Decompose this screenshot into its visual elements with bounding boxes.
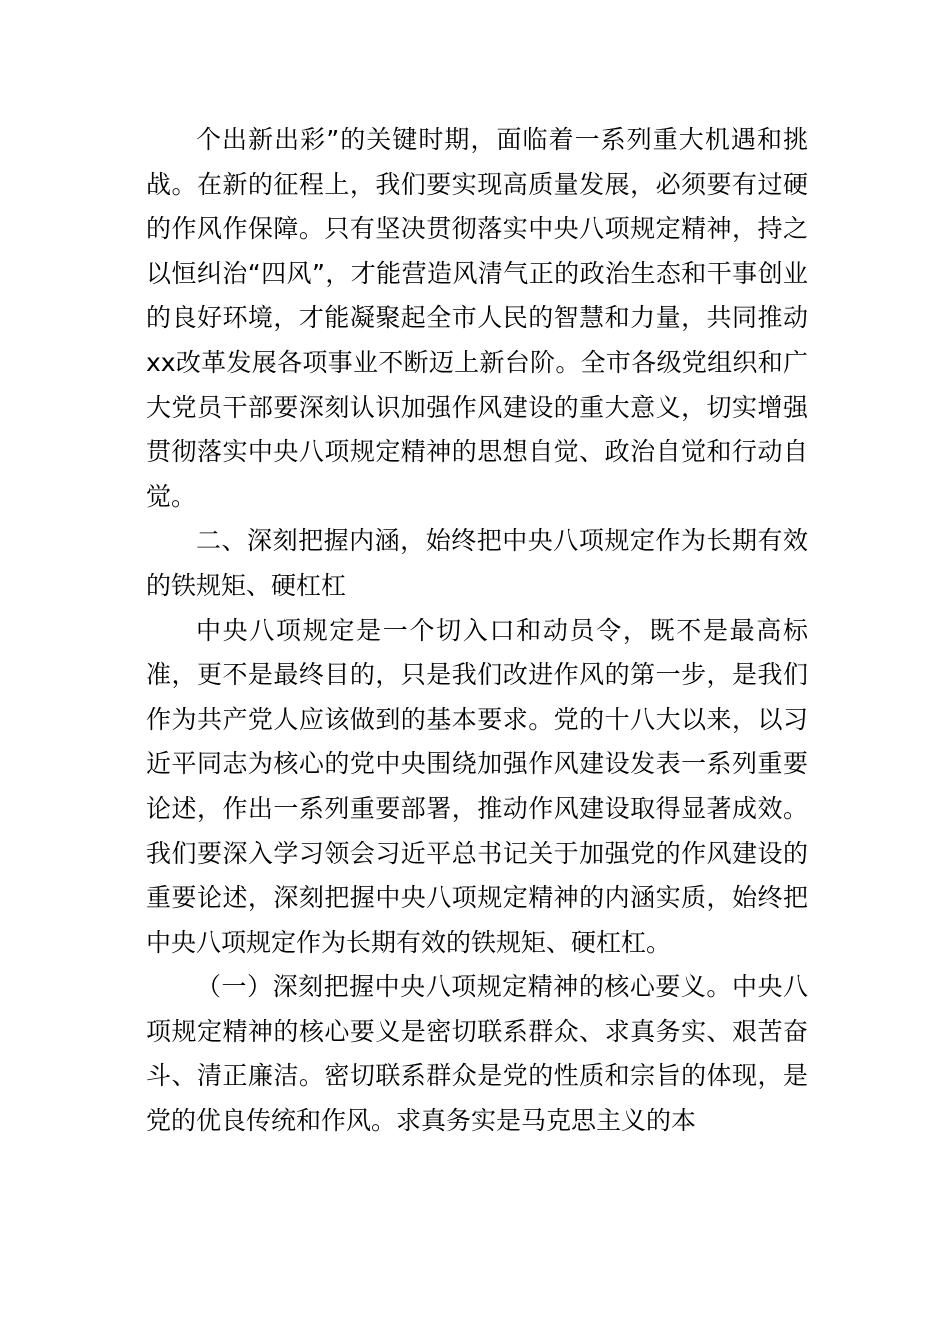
section-heading-two: 二、深刻把握内涵，始终把中央八项规定作为长期有效的铁规矩、硬杠杠 (146, 526, 808, 600)
paragraph-eight-rules: 中央八项规定是一个切入口和动员令，既不是最高标准，更不是最终目的，只是我们改进作风的第一步，是我们作为共产党人应该做到的基本要求。党的十八大以来，以习近平同志为核心的党中央围绕加强作风建设发表一系列重要论述，作出一系列重要部署，推动作风建设取得显著成效。我们要深入学习领会习近平总书记关于加强党的作风建设的重要论述，深刻把握中央八项规定精神的内涵实质，始终把中央八项规定作为长期有效的铁规矩、硬杠杠。 (146, 615, 808, 957)
paragraph-context: 个出新出彩”的关键时期，面临着一系列重大机遇和挑战。在新的征程上，我们要实现高质量发展，必须要有过硬的作风作保障。只有坚决贯彻落实中央八项规定精神，持之以恒纠治“四风”，才能营造风清气正的政治生态和干事创业的良好环境，才能凝聚起全市人民的智慧和力量，共同推动xx改革发展各项事业不断迈上新台阶。全市各级党组织和广大党员干部要深刻认识加强作风建设的重大意义，切实增强贯彻落实中央八项规定精神的思想自觉、政治自觉和行动自觉。 (146, 125, 808, 511)
subsection-one: （一）深刻把握中央八项规定精神的核心要义。中央八项规定精神的核心要义是密切联系群众、求真务实、艰苦奋斗、清正廉洁。密切联系群众是党的性质和宗旨的体现，是党的优良传统和作风。求真务实是马克思主义的本 (146, 972, 808, 1136)
document-body (146, 118, 808, 1144)
